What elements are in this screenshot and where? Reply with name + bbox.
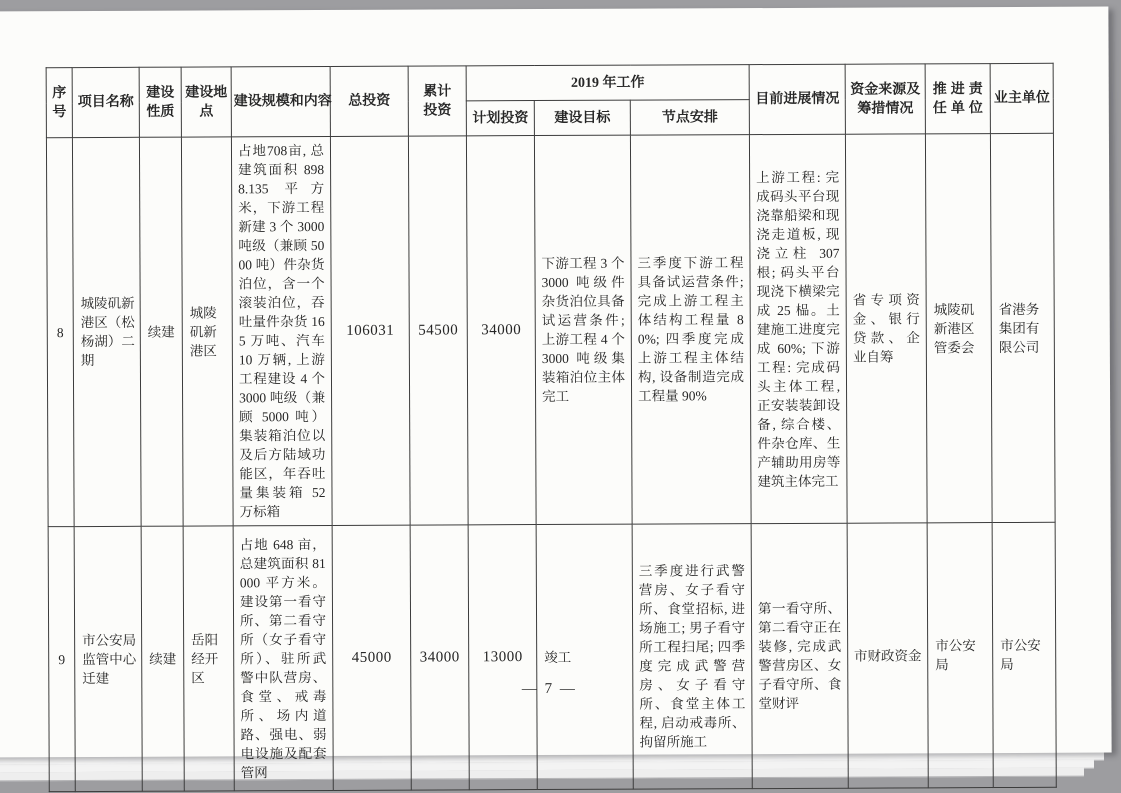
cell-scale: 占地708亩, 总建筑面积 8988.135 平方米，下游工程新建 3 个 3000 吨级（兼顾 5000 吨）件杂货泊位，含一个滚装泊位，吞吐量件杂货 165 万吨、汽车 10 万辆, 上游工程建设 4 个 3000 吨级（兼顾 5000 吨）集装箱泊位以及后方陆域功能区，年吞吐量集装箱 52 万标箱 — [231, 136, 332, 525]
header-progress: 目前进展情况 — [749, 64, 845, 134]
cell-owner-unit: 省港务集团有限公司 — [990, 133, 1055, 522]
header-location: 建设地点 — [181, 67, 231, 137]
cell-cumulative-investment: 54500 — [408, 136, 468, 525]
table-row-project-8 — [46, 133, 1055, 526]
cell-planned-investment: 34000 — [466, 136, 536, 525]
header-index: 序号 — [46, 68, 72, 138]
cell-progress: 第一看守所、第二看守正在装修, 完成武警营房区、女子看守所、食堂财评 — [751, 523, 848, 788]
header-owner-unit: 业主单位 — [990, 63, 1053, 133]
cell-responsible-unit: 市公安局 — [927, 523, 993, 788]
cell-planned-investment: 13000 — [468, 525, 537, 790]
header-planned-investment: 计划投资 — [466, 101, 534, 136]
cell-nature: 续建 — [141, 526, 184, 791]
cell-schedule: 三季度进行武警营房、女子看守所、食堂招标, 进场施工; 男子看守所工程扫尾; 四季度完成武警营房、女子看守所、食堂主体工程, 启动戒毒所、拘留所施工 — [632, 524, 752, 790]
header-cumulative-investment: 累计投资 — [408, 66, 466, 136]
cell-schedule: 三季度下游工程具备试运营条件; 完成上游工程主体结构工程量 80%; 四季度完成上游工程主体结构, 设备制造完成工程量 90% — [630, 135, 751, 525]
cell-responsible-unit: 城陵矶新港区管委会 — [925, 134, 992, 523]
header-schedule: 节点安排 — [630, 100, 749, 136]
cell-scale: 占地 648 亩，总建筑面积 81000 平方米。建设第一看守所、第二看守所（女子看守所）、驻所武警中队营房、食堂、戒毒所、场内道路、强电、弱电设施及配套管网 — [233, 525, 333, 790]
header-goal: 建设目标 — [534, 100, 630, 135]
cell-location: 岳阳经开区 — [183, 526, 234, 791]
header-work-2019: 2019 年工作 — [466, 65, 749, 101]
header-nature: 建设性质 — [139, 67, 181, 137]
cell-project-name: 城陵矶新港区（松杨湖）二期 — [72, 137, 141, 526]
cell-project-name: 市公安局监管中心迁建 — [74, 526, 142, 791]
document-page — [0, 7, 1112, 780]
header-project-name: 项目名称 — [72, 67, 139, 137]
cell-location: 城陵矶新港区 — [181, 137, 233, 526]
cell-cumulative-investment: 34000 — [410, 525, 469, 790]
header-responsible-unit: 推进责任单位 — [925, 64, 990, 134]
cell-goal: 竣工 — [536, 524, 633, 789]
cell-owner-unit: 市公安局 — [992, 522, 1056, 787]
cell-index: 9 — [48, 527, 75, 792]
cell-total-investment: 45000 — [332, 525, 411, 790]
header-scale: 建设规模和内容 — [231, 66, 330, 136]
cell-total-investment: 106031 — [330, 136, 410, 525]
table-row-project-9 — [48, 522, 1056, 791]
cell-index: 8 — [46, 138, 74, 527]
header-funding: 资金来源及筹措情况 — [845, 64, 925, 134]
header-total-investment: 总投资 — [330, 66, 408, 136]
cell-funding: 市财政资金 — [847, 523, 928, 788]
cell-funding: 省专项资金、银行贷款、企业自筹 — [845, 134, 927, 523]
cell-nature: 续建 — [139, 137, 183, 526]
cell-progress: 上游工程: 完成码头平台现浇靠船梁和现浇走道板, 现浇立柱 307 根; 码头平台现浇下横梁完成 25 榀。土建施工进度完成 60%; 下游工程: 完成码头主体工程, 正安装装卸设备, 综合楼、件杂仓库、生产辅助用房等建筑主体完工 — [749, 134, 847, 523]
page-number: — 7 — — [521, 680, 577, 698]
cell-goal: 下游工程 3 个 3000 吨级件杂货泊位具备试运营条件; 上游工程 4 个 3000 吨级集装箱泊位主体完工 — [534, 135, 632, 524]
